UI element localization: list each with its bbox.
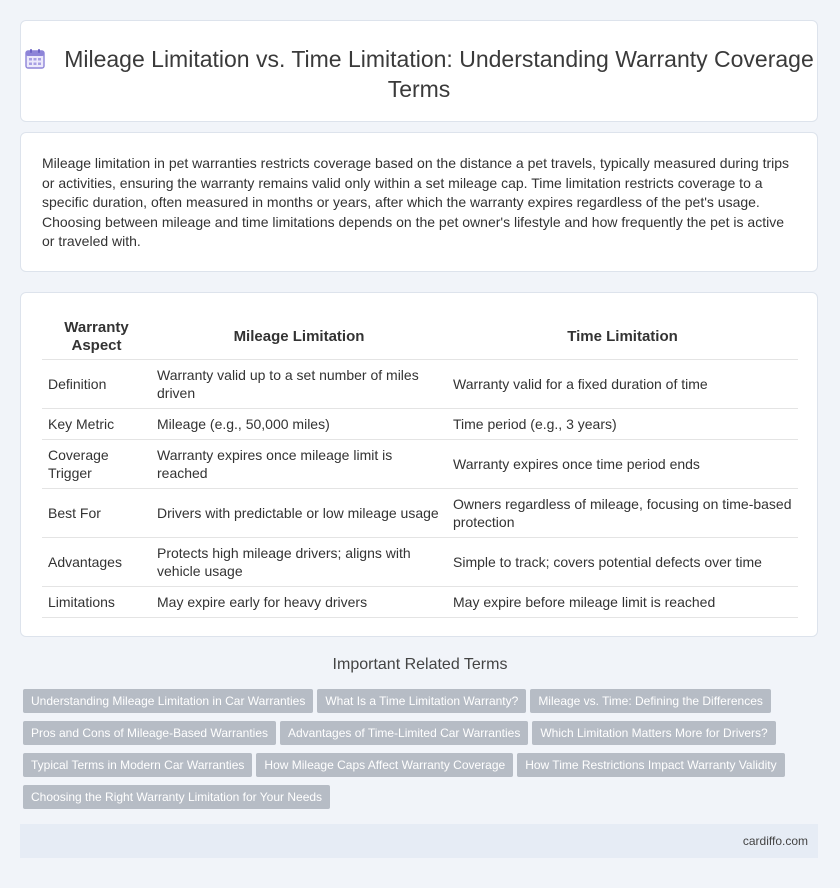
related-tag[interactable]: How Time Restrictions Impact Warranty Validity — [517, 753, 784, 777]
header-time: Time Limitation — [447, 315, 798, 360]
table-header-row — [42, 315, 798, 360]
related-tag[interactable]: Choosing the Right Warranty Limitation for Your Needs — [23, 785, 330, 809]
related-tag[interactable]: How Mileage Caps Affect Warranty Coverage — [256, 753, 513, 777]
mileage-cell: Warranty valid up to a set number of miles driven — [151, 360, 447, 409]
time-cell: Time period (e.g., 3 years) — [447, 409, 798, 440]
page-title-wrap — [21, 44, 817, 104]
intro-card — [20, 132, 818, 272]
footer-brand[interactable]: cardiffo.com — [742, 834, 808, 848]
related-terms-heading: Important Related Terms — [332, 656, 508, 673]
table-row — [42, 587, 798, 618]
footer — [20, 824, 818, 858]
mileage-cell: Drivers with predictable or low mileage usage — [151, 489, 447, 538]
mileage-cell: Mileage (e.g., 50,000 miles) — [151, 409, 447, 440]
title-card — [20, 20, 818, 122]
time-cell: Warranty valid for a fixed duration of time — [447, 360, 798, 409]
comparison-table — [42, 315, 798, 618]
row-label: Coverage Trigger — [42, 440, 151, 489]
related-tag[interactable]: Pros and Cons of Mileage-Based Warranties — [23, 721, 276, 745]
related-tag[interactable]: Understanding Mileage Limitation in Car Warranties — [23, 689, 313, 713]
table-row — [42, 360, 798, 409]
intro-paragraph: Mileage limitation in pet warranties restricts coverage based on the distance a pet travels, typically measured during trips or activities, ensuring the warranty remains valid only within a set mileage cap. Time limitation restricts coverage to a specific duration, often measured in months or years, after which the warranty expires regardless of the pet's usage. Choosing between mileage and time limitations depends on the pet owner's lifestyle and how frequently the pet is active or traveled with. — [42, 155, 790, 249]
header-mileage: Mileage Limitation — [151, 315, 447, 360]
related-tag[interactable]: Which Limitation Matters More for Drivers? — [532, 721, 775, 745]
mileage-cell: May expire early for heavy drivers — [151, 587, 447, 618]
row-label: Best For — [42, 489, 151, 538]
comparison-card — [20, 292, 818, 637]
row-label: Key Metric — [42, 409, 151, 440]
mileage-cell: Protects high mileage drivers; aligns with vehicle usage — [151, 538, 447, 587]
mileage-cell: Warranty expires once mileage limit is reached — [151, 440, 447, 489]
row-label: Definition — [42, 360, 151, 409]
table-row — [42, 409, 798, 440]
table-row — [42, 440, 798, 489]
header-aspect: Warranty Aspect — [42, 315, 151, 360]
calendar-icon — [24, 48, 46, 70]
related-terms-list — [23, 689, 823, 817]
time-cell: Simple to track; covers potential defects over time — [447, 538, 798, 587]
table-row — [42, 538, 798, 587]
page-title: Mileage Limitation vs. Time Limitation: Understanding Warranty Coverage Terms — [64, 46, 814, 102]
time-cell: Owners regardless of mileage, focusing on time-based protection — [447, 489, 798, 538]
time-cell: May expire before mileage limit is reached — [447, 587, 798, 618]
row-label: Advantages — [42, 538, 151, 587]
related-tag[interactable]: Mileage vs. Time: Defining the Differences — [530, 689, 771, 713]
row-label: Limitations — [42, 587, 151, 618]
related-tag[interactable]: Advantages of Time-Limited Car Warranties — [280, 721, 528, 745]
related-tag[interactable]: Typical Terms in Modern Car Warranties — [23, 753, 252, 777]
related-tag[interactable]: What Is a Time Limitation Warranty? — [317, 689, 526, 713]
table-row — [42, 489, 798, 538]
time-cell: Warranty expires once time period ends — [447, 440, 798, 489]
